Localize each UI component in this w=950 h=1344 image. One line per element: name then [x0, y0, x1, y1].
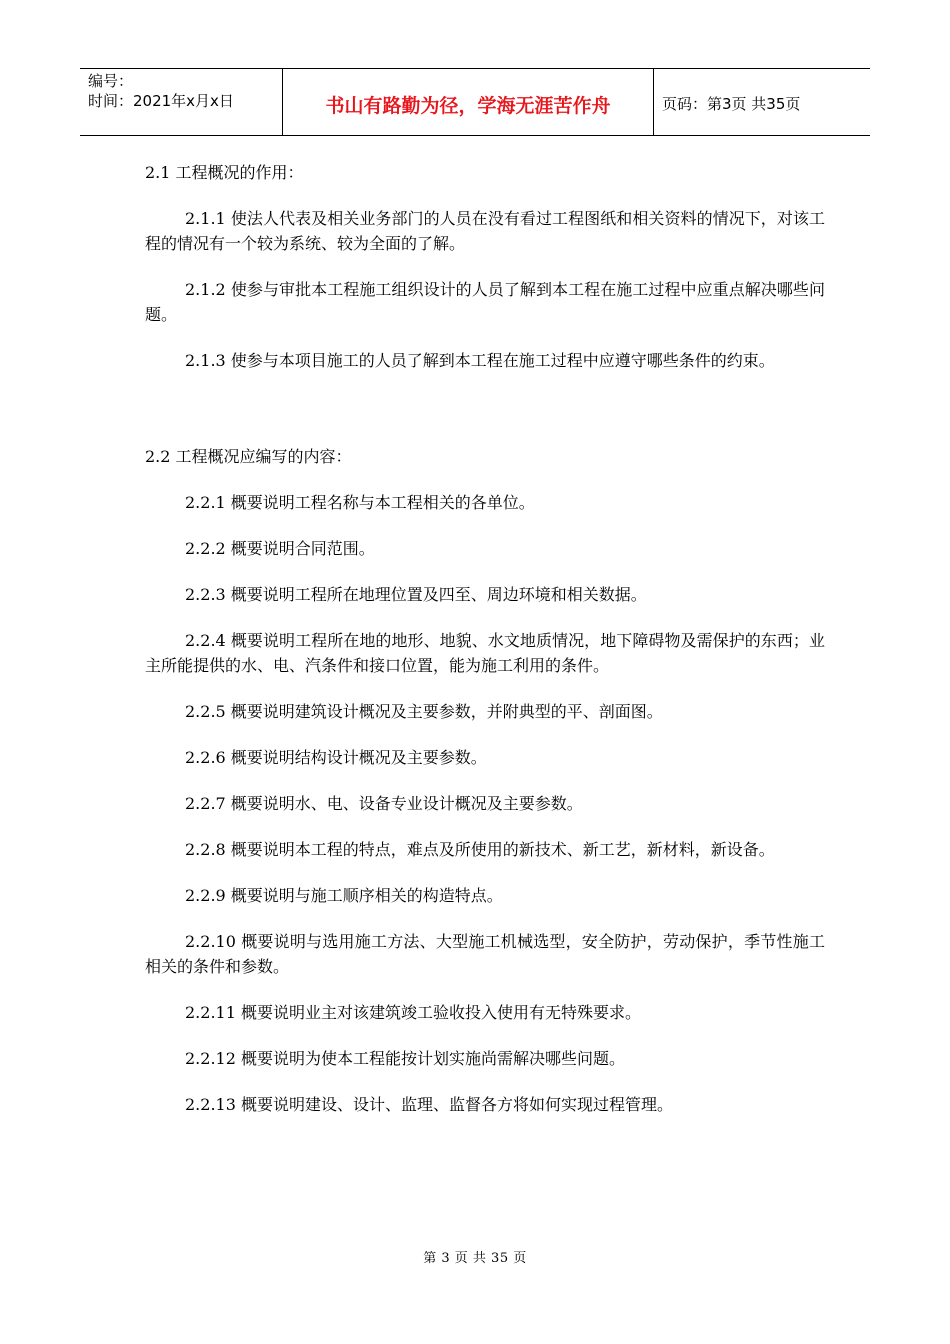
header-meta [80, 69, 282, 135]
list-item: 2.1.3 使参与本项目施工的人员了解到本工程在施工过程中应遵守哪些条件的约束。 [185, 351, 775, 370]
list-item: 2.2.3 概要说明工程所在地理位置及四至、周边环境和相关数据。 [185, 585, 647, 604]
list-item: 2.1.2 使参与审批本工程施工组织设计的人员了解到本工程在施工过程中应重点解决哪些问题。 [145, 280, 825, 324]
section-heading: 2.1 工程概况的作用： [145, 163, 304, 182]
page-footer: 第 3 页 共 35 页 [423, 1251, 527, 1266]
list-item: 2.2.13 概要说明建设、设计、监理、监督各方将如何实现过程管理。 [185, 1095, 673, 1114]
list-item: 2.2.12 概要说明为使本工程能按计划实施尚需解决哪些问题。 [185, 1049, 625, 1068]
list-item: 2.2.9 概要说明与施工顺序相关的构造特点。 [185, 886, 503, 905]
page-header [80, 68, 870, 136]
document-body [145, 160, 825, 1117]
list-item: 2.2.1 概要说明工程名称与本工程相关的各单位。 [185, 493, 535, 512]
list-item: 2.2.7 概要说明水、电、设备专业设计概况及主要参数。 [185, 794, 583, 813]
list-item: 2.2.2 概要说明合同范围。 [185, 539, 375, 558]
document-number-label: 编号： [88, 72, 134, 90]
header-motto: 书山有路勤为径，学海无涯苦作舟 [282, 69, 654, 135]
list-item: 2.2.6 概要说明结构设计概况及主要参数。 [185, 748, 487, 767]
list-item: 2.1.1 使法人代表及相关业务部门的人员在没有看过工程图纸和相关资料的情况下，对该工程的情况有一个较为系统、较为全面的了解。 [145, 209, 825, 253]
document-date-label: 时间：2021年x月x日 [88, 92, 234, 110]
list-item: 2.2.10 概要说明与选用施工方法、大型施工机械选型，安全防护，劳动保护，季节性施工相关的条件和参数。 [145, 932, 825, 976]
list-item: 2.2.4 概要说明工程所在地的地形、地貌、水文地质情况，地下障碍物及需保护的东西；业主所能提供的水、电、汽条件和接口位置，能为施工利用的条件。 [145, 631, 825, 675]
list-item: 2.2.8 概要说明本工程的特点，难点及所使用的新技术、新工艺，新材料，新设备。 [185, 840, 775, 859]
list-item: 2.2.5 概要说明建筑设计概况及主要参数，并附典型的平、剖面图。 [185, 702, 663, 721]
section-heading: 2.2 工程概况应编写的内容： [145, 447, 352, 466]
list-item: 2.2.11 概要说明业主对该建筑竣工验收投入使用有无特殊要求。 [185, 1003, 641, 1022]
header-page-label: 页码：第3页 共35页 [662, 94, 801, 113]
